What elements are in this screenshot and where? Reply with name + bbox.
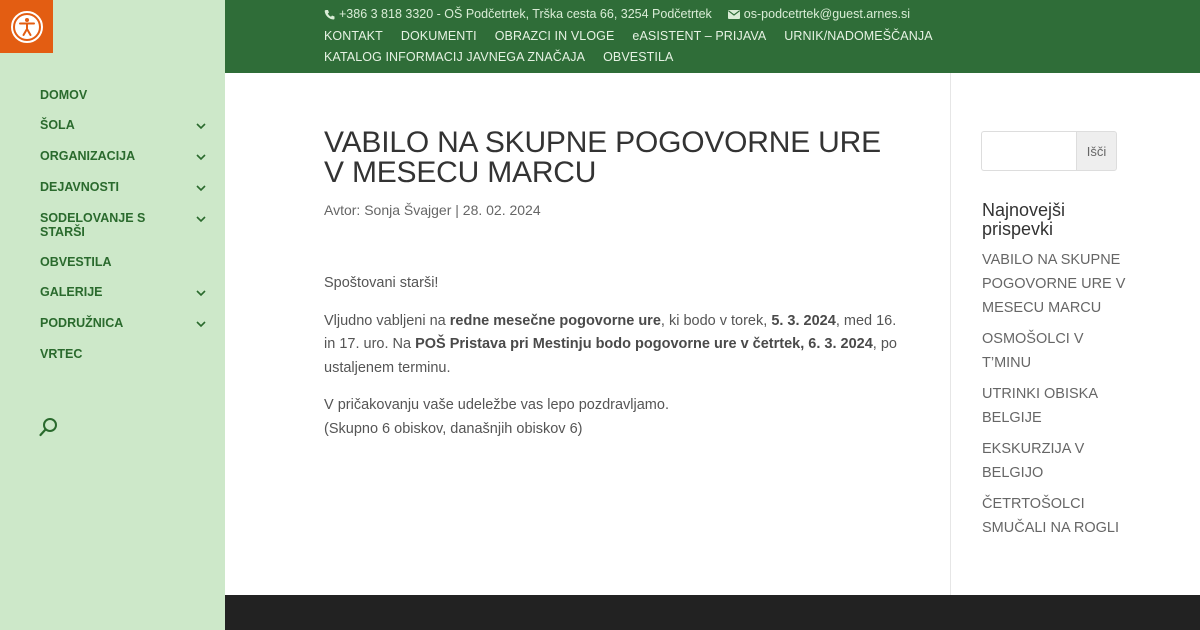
- post-meta: Avtor: Sonja Švajger | 28. 02. 2024: [324, 202, 541, 218]
- chevron-down-icon[interactable]: [194, 212, 208, 226]
- chevron-down-icon[interactable]: [194, 286, 208, 300]
- top-header: [225, 0, 1200, 73]
- accessibility-icon: [10, 10, 44, 44]
- top-navigation: [324, 28, 964, 65]
- search-icon[interactable]: [38, 416, 60, 438]
- sidebar-item-podruznica[interactable]: [40, 316, 208, 331]
- phone-icon: [324, 9, 335, 20]
- search-button[interactable]: Išči: [1076, 131, 1117, 171]
- recent-posts-list: [982, 248, 1132, 547]
- email-contact[interactable]: [728, 7, 910, 21]
- closing-text: V pričakovanju vaše udeležbe vas lepo pozdravljamo.: [324, 397, 669, 413]
- sidebar-item-organizacija[interactable]: [40, 149, 208, 164]
- text-span: , ki bodo v torek,: [660, 312, 772, 329]
- topnav-urnik[interactable]: URNIK/NADOMEŠČANJA: [784, 29, 933, 43]
- chevron-down-icon[interactable]: [194, 181, 208, 195]
- sidebar-item-sodelovanje[interactable]: [40, 211, 208, 239]
- contact-info: [324, 7, 910, 21]
- phone-text: +386 3 818 3320 - OŠ Podčetrtek, Trška cesta 66, 3254 Podčetrtek: [339, 7, 712, 21]
- main-navigation: [40, 88, 208, 377]
- recent-post-link[interactable]: OSMOŠOLCI V T’MINU: [982, 331, 1084, 371]
- sidebar-item-label: DOMOV: [40, 88, 88, 102]
- bold-span: POŠ Pristava pri Mestinju bodo pogovorne ure v četrtek, 6. 3. 2024: [415, 336, 873, 352]
- sidebar-search: [981, 131, 1117, 171]
- topnav-obrazci[interactable]: OBRAZCI IN VLOGE: [494, 29, 615, 43]
- sidebar-item-obvestila[interactable]: [40, 255, 208, 269]
- sidebar-item-domov[interactable]: [40, 88, 208, 102]
- sidebar-item-vrtec[interactable]: [40, 347, 208, 361]
- text-span: Vljudno vabljeni na: [324, 312, 450, 329]
- sidebar-item-label: GALERIJE: [40, 285, 103, 299]
- sidebar-item-galerije[interactable]: [40, 285, 208, 300]
- chevron-down-icon[interactable]: [194, 150, 208, 164]
- sidebar-item-label: VRTEC: [40, 347, 83, 361]
- topnav-easistent[interactable]: eASISTENT – PRIJAVA: [632, 29, 767, 43]
- topnav-katalog[interactable]: KATALOG INFORMACIJ JAVNEGA ZNAČAJA: [324, 50, 586, 64]
- recent-post-link[interactable]: EKSKURZIJA V BELGIJO: [982, 441, 1085, 481]
- text-span: , med 16. in 17. uro. Na: [324, 312, 897, 352]
- bold-span: redne mesečne pogovorne ure: [449, 312, 661, 329]
- text-span: , po ustaljenem terminu.: [324, 336, 897, 376]
- post-closing: [324, 394, 904, 441]
- bold-span: 5. 3. 2024: [771, 312, 836, 329]
- sidebar-item-label: ORGANIZACIJA: [40, 149, 136, 163]
- recent-post-link[interactable]: VABILO NA SKUPNE POGOVORNE URE V MESECU MARCU: [982, 252, 1126, 316]
- recent-post-link[interactable]: UTRINKI OBISKA BELGIJE: [982, 386, 1098, 426]
- post-paragraph: [324, 310, 904, 381]
- phone-contact: [324, 7, 712, 21]
- sidebar: [0, 0, 225, 630]
- sidebar-item-dejavnosti[interactable]: [40, 180, 208, 195]
- sidebar-item-label: OBVESTILA: [40, 255, 112, 269]
- sidebar-item-label: DEJAVNOSTI: [40, 180, 119, 194]
- sidebar-item-label: PODRUŽNICA: [40, 316, 124, 330]
- envelope-icon: [728, 10, 740, 19]
- post-greeting: Spoštovani starši!: [324, 275, 439, 291]
- topnav-kontakt[interactable]: KONTAKT: [324, 29, 383, 43]
- footer: [225, 595, 1200, 630]
- chevron-down-icon[interactable]: [194, 119, 208, 133]
- search-input[interactable]: [981, 131, 1076, 171]
- post-body: [324, 272, 904, 441]
- topnav-obvestila[interactable]: OBVESTILA: [603, 50, 674, 64]
- accessibility-button[interactable]: [0, 0, 53, 53]
- chevron-down-icon[interactable]: [194, 317, 208, 331]
- recent-posts-title: Najnovejši prispevki: [982, 200, 1066, 239]
- email-text: os-podcetrtek@guest.arnes.si: [743, 7, 911, 21]
- content-divider: [950, 73, 951, 595]
- sidebar-item-label: SODELOVANJE S STARŠI: [40, 211, 146, 239]
- recent-post-link[interactable]: ČETRTOŠOLCI SMUČALI NA ROGLI: [982, 496, 1119, 536]
- visit-counter: (Skupno 6 obiskov, današnjih obiskov 6): [324, 420, 583, 437]
- sidebar-item-sola[interactable]: [40, 118, 208, 133]
- topnav-dokumenti[interactable]: DOKUMENTI: [400, 29, 477, 43]
- post-content: [324, 128, 904, 455]
- sidebar-item-label: ŠOLA: [40, 118, 75, 132]
- post-title: VABILO NA SKUPNE POGOVORNE URE V MESECU MARCU: [324, 126, 881, 189]
